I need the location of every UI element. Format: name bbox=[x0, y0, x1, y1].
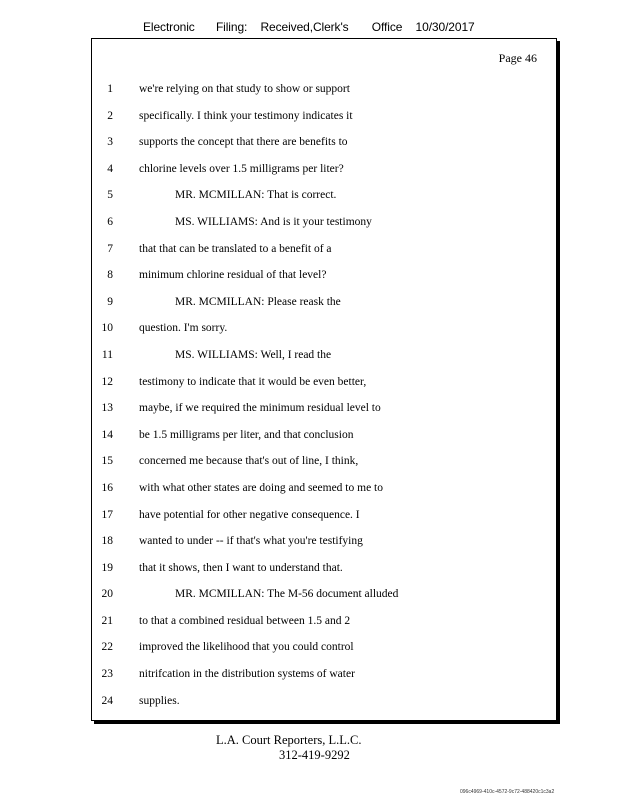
transcript-line bbox=[92, 161, 556, 188]
transcript-line bbox=[92, 507, 556, 534]
filing-header-filing: Filing: bbox=[215, 20, 248, 34]
line-text: supports the concept that there are benefits to bbox=[139, 136, 348, 149]
line-number: 3 bbox=[107, 136, 113, 149]
filing-header-electronic: Electronic bbox=[143, 20, 195, 34]
line-text: wanted to under -- if that's what you're testifying bbox=[139, 535, 363, 548]
transcript-line bbox=[92, 81, 556, 108]
line-number: 12 bbox=[101, 375, 113, 388]
line-number: 14 bbox=[101, 428, 113, 441]
line-number: 4 bbox=[107, 162, 113, 175]
transcript-line bbox=[92, 639, 556, 666]
line-text: we're relying on that study to show or support bbox=[139, 83, 350, 95]
line-number: 7 bbox=[107, 242, 113, 255]
footer-phone: 312-419-9292 bbox=[279, 748, 350, 762]
transcript-line bbox=[92, 108, 556, 135]
filing-header-received: Received,Clerk's bbox=[260, 20, 349, 34]
line-number: 22 bbox=[101, 641, 113, 654]
filing-header bbox=[143, 20, 475, 34]
transcript-line bbox=[92, 427, 556, 454]
filing-header-office: Office bbox=[371, 20, 403, 34]
line-number: 5 bbox=[107, 189, 113, 202]
line-number: 2 bbox=[107, 109, 113, 122]
line-number: 1 bbox=[107, 83, 113, 95]
line-number: 21 bbox=[101, 614, 113, 627]
line-text: that it shows, then I want to understand that. bbox=[139, 561, 343, 574]
line-number: 16 bbox=[101, 481, 113, 494]
line-number: 11 bbox=[101, 348, 113, 361]
line-text: concerned me because that's out of line, I think, bbox=[139, 455, 359, 468]
line-number: 17 bbox=[101, 508, 113, 521]
line-text: maybe, if we required the minimum residual level to bbox=[139, 402, 381, 415]
transcript-line bbox=[92, 267, 556, 294]
line-number: 6 bbox=[107, 215, 113, 228]
line-number: 20 bbox=[101, 588, 113, 601]
transcript-line bbox=[92, 134, 556, 161]
transcript-line bbox=[92, 453, 556, 480]
line-text: MR. MCMILLAN: The M-56 document alluded bbox=[175, 588, 399, 601]
transcript-line bbox=[92, 560, 556, 587]
line-text: with what other states are doing and seemed to me to bbox=[139, 481, 383, 494]
line-text: improved the likelihood that you could control bbox=[139, 641, 354, 654]
page-number: Page 46 bbox=[498, 51, 537, 65]
line-number: 24 bbox=[101, 694, 113, 707]
line-text: have potential for other negative consequence. I bbox=[139, 508, 360, 521]
line-number: 9 bbox=[107, 295, 113, 308]
transcript-line bbox=[92, 400, 556, 427]
line-text: MS. WILLIAMS: And is it your testimony bbox=[175, 215, 372, 228]
transcript-line bbox=[92, 187, 556, 214]
line-number: 13 bbox=[101, 402, 113, 415]
line-text: supplies. bbox=[139, 694, 180, 707]
line-text: be 1.5 milligrams per liter, and that conclusion bbox=[139, 428, 354, 441]
transcript-line bbox=[92, 374, 556, 401]
line-text: to that a combined residual between 1.5 and 2 bbox=[139, 614, 351, 627]
transcript-line bbox=[92, 241, 556, 268]
line-number: 19 bbox=[101, 561, 113, 574]
line-text: MR. MCMILLAN: That is correct. bbox=[175, 189, 337, 202]
line-text: question. I'm sorry. bbox=[139, 322, 228, 335]
line-number: 23 bbox=[101, 668, 113, 681]
line-text: testimony to indicate that it would be even better, bbox=[139, 375, 367, 388]
transcript-line bbox=[92, 214, 556, 241]
filing-header-date: 10/30/2017 bbox=[415, 20, 475, 34]
transcript-line bbox=[92, 347, 556, 374]
line-text: nitrifcation in the distribution systems of water bbox=[139, 668, 355, 681]
line-text: chlorine levels over 1.5 milligrams per liter? bbox=[139, 162, 344, 175]
line-text: specifically. I think your testimony indicates it bbox=[139, 109, 353, 122]
document-id: 096c4969-410c-4572-9c72-488420c1c3a2 bbox=[460, 789, 555, 795]
transcript-line bbox=[92, 613, 556, 640]
line-number: 18 bbox=[101, 535, 113, 548]
transcript-line bbox=[92, 320, 556, 347]
transcript-line bbox=[92, 586, 556, 613]
line-text: that that can be translated to a benefit of a bbox=[139, 242, 332, 255]
line-text: minimum chlorine residual of that level? bbox=[139, 269, 327, 282]
transcript-lines bbox=[92, 81, 556, 719]
footer-company: L.A. Court Reporters, L.L.C. bbox=[216, 733, 362, 747]
transcript-line bbox=[92, 666, 556, 693]
transcript-page bbox=[91, 38, 557, 721]
transcript-line bbox=[92, 533, 556, 560]
transcript-line bbox=[92, 480, 556, 507]
line-text: MS. WILLIAMS: Well, I read the bbox=[175, 348, 332, 361]
transcript-line bbox=[92, 693, 556, 720]
line-number: 10 bbox=[101, 322, 113, 335]
line-text: MR. MCMILLAN: Please reask the bbox=[175, 295, 341, 308]
line-number: 8 bbox=[107, 269, 113, 282]
line-number: 15 bbox=[101, 455, 113, 468]
transcript-line bbox=[92, 294, 556, 321]
